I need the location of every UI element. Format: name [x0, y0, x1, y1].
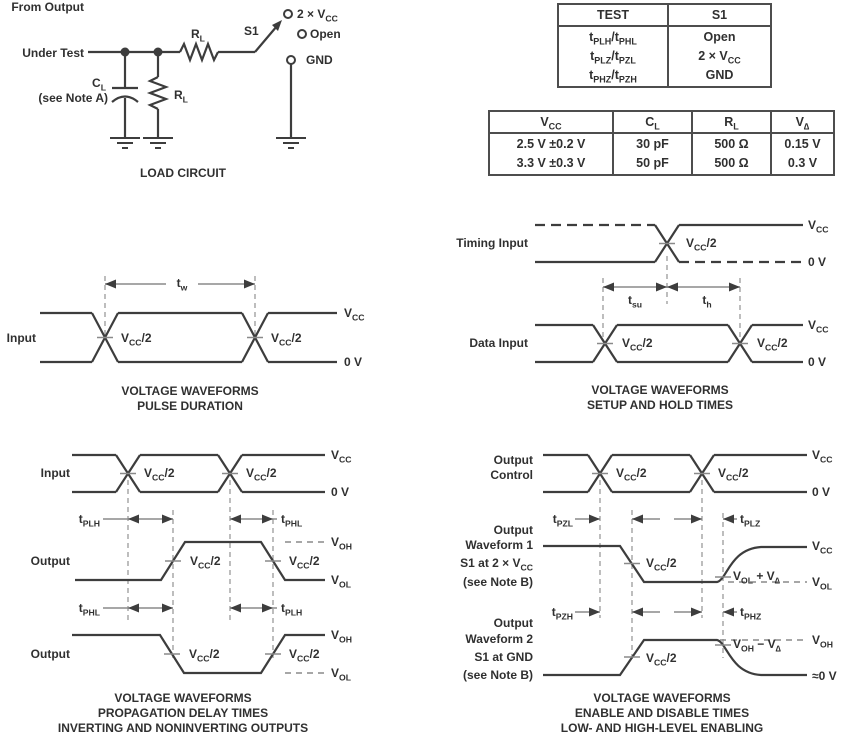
rail-vol-label: $V_{OL}$	[812, 575, 832, 592]
rail-voh-label: $V_{OH}$	[331, 628, 352, 645]
tphl-label: $t_{PHL}$	[281, 512, 303, 529]
param-cell: 3.3 V ±0.3 V	[516, 156, 586, 170]
tphz-label: $t_{PHZ}$	[740, 605, 762, 622]
rail-0v-label: 0 V	[808, 255, 827, 269]
param-cell: 50 pF	[636, 156, 669, 170]
test-cell: $t_{PLZ}/t_{PZL}$	[590, 49, 636, 66]
output-control-waveform-line	[543, 455, 807, 492]
waveform2-label-line1: Output	[493, 616, 533, 630]
input-signal-label: Input	[40, 466, 70, 480]
arrowheads-row1	[589, 515, 734, 524]
rail-voh-label: $V_{OH}$	[331, 535, 352, 552]
enable-disable-figure	[430, 430, 844, 739]
caption-line: INVERTING AND NONINVERTING OUTPUTS	[57, 721, 309, 735]
param-col-vdelta	[771, 133, 834, 175]
rail-0v-label: 0 V	[808, 355, 827, 369]
tphl-label: $t_{PHL}$	[78, 601, 100, 618]
series-resistor-symbol	[180, 44, 218, 60]
rail-vol-label: $V_{OL}$	[331, 666, 351, 683]
tplz-label: $t_{PLZ}$	[740, 512, 761, 529]
tplh-label: $t_{PLH}$	[78, 512, 100, 529]
vcc2-label: $V_{CC}/2$	[289, 554, 320, 571]
waveform1-label-line4: (see Note B)	[462, 575, 533, 589]
rail-vcc-label: $V_{CC}$	[344, 306, 365, 323]
switch-pos-open-label: Open	[310, 27, 341, 41]
rail-vcc-label: $V_{CC}$	[808, 318, 829, 335]
test-cell: $t_{PHZ}/t_{PZH}$	[589, 68, 637, 85]
circuit-wires	[88, 26, 291, 138]
vol-plus-vdelta-label: $V_{OL} + V_\Delta$	[733, 569, 780, 586]
test-table-header-s1: S1	[668, 4, 771, 26]
param-cell: 500 Ω	[714, 137, 749, 151]
vcc2-label: $V_{CC}/2$	[246, 466, 277, 483]
param-cell: 30 pF	[636, 137, 669, 151]
pulse-duration-figure	[0, 270, 430, 420]
load-circuit-figure	[0, 0, 440, 195]
rail-vcc-label: $V_{CC}$	[808, 218, 829, 235]
table-row	[558, 26, 771, 87]
cl-label: $C_L$	[92, 76, 106, 93]
vcc2-label: $V_{CC}/2$	[289, 647, 320, 664]
from-output-label-line2: Under Test	[22, 46, 84, 60]
param-cell: 500 Ω	[714, 156, 749, 170]
switch-pos-gnd-label: GND	[306, 53, 333, 67]
caption-line: LOW- AND HIGH-LEVEL ENABLING	[560, 721, 764, 735]
tsu-label: $t_{su}$	[627, 293, 643, 310]
tplh-label: $t_{PLH}$	[281, 601, 303, 618]
rail-0v-label: 0 V	[331, 485, 350, 499]
param-col-cl	[613, 133, 692, 175]
caption-line: PULSE DURATION	[137, 399, 243, 413]
rail-vcc-label: $V_{CC}$	[812, 448, 833, 465]
rail-vcc-label: $V_{CC}$	[331, 448, 352, 465]
param-header-vdelta: $V_\Delta$	[771, 111, 834, 133]
switch-pos-open	[298, 30, 306, 38]
rail-0v-label: ≈0 V	[812, 669, 837, 683]
output-control-label-line2: Control	[490, 468, 533, 482]
s1-cell: GND	[705, 68, 734, 82]
param-cell: 2.5 V ±0.2 V	[516, 137, 586, 151]
param-header-rl: $R_L$	[692, 111, 771, 133]
caption-line: ENABLE AND DISABLE TIMES	[574, 706, 750, 720]
waveform2-label-line4: (see Note B)	[462, 668, 533, 682]
vcc2-label: $V_{CC}/2$	[616, 466, 647, 483]
setup-hold-figure	[430, 200, 844, 415]
rl-series-label: $R_L$	[191, 27, 205, 44]
waveform2-label-line2: Waveform 2	[465, 632, 533, 646]
caption-line: VOLTAGE WAVEFORMS	[591, 383, 729, 397]
test-table-header-test: TEST	[558, 4, 668, 26]
param-header-vcc: $V_{CC}$	[489, 111, 613, 133]
rail-vcc-label: $V_{CC}$	[812, 539, 833, 556]
param-col-vcc	[489, 133, 613, 175]
output-control-label-line1: Output	[493, 453, 533, 467]
from-output-label-line1: From Output	[11, 0, 84, 14]
vcc2-label: $V_{CC}/2$	[622, 336, 653, 353]
cl-note-label: (see Note A)	[38, 91, 108, 105]
setup-hold-caption	[510, 383, 810, 413]
vcc2-label: $V_{CC}/2$	[646, 651, 677, 668]
param-cell: 0.15 V	[784, 137, 821, 151]
waveform1-label-line3: S1 at $2 \times V_{CC}$	[460, 556, 533, 573]
vcc2-label: $V_{CC}/2$	[686, 236, 717, 253]
rl-shunt-label: $R_L$	[174, 88, 188, 105]
caption-line: VOLTAGE WAVEFORMS	[121, 384, 259, 398]
switch-pos-2vcc-label: $2 \times V_{CC}$	[297, 7, 338, 24]
ground-symbols	[110, 138, 306, 148]
waveform2-label-line3: S1 at GND	[474, 650, 533, 664]
test-s1-table	[557, 3, 772, 88]
arrowheads-row2	[589, 608, 734, 617]
shunt-resistor-symbol	[150, 77, 166, 109]
vcc2-label: $V_{CC}/2$	[718, 466, 749, 483]
pulse-caption	[40, 384, 340, 414]
test-table-col-test	[558, 26, 668, 87]
caption-line: PROPAGATION DELAY TIMES	[97, 706, 269, 720]
s1-label: S1	[244, 24, 259, 38]
rail-vol-label: $V_{OL}$	[331, 573, 351, 590]
enable-disable-caption	[492, 691, 832, 736]
input-waveform-line	[72, 455, 325, 492]
caption-line: SETUP AND HOLD TIMES	[586, 398, 733, 412]
timing-input-label: Timing Input	[456, 236, 528, 250]
output1-signal-label: Output	[30, 554, 70, 568]
caption-line: VOLTAGE WAVEFORMS	[593, 691, 731, 705]
th-label: $t_h$	[702, 293, 712, 310]
vcc2-label: $V_{CC}/2$	[646, 556, 677, 573]
test-cell: $t_{PLH}/t_{PHL}$	[589, 30, 637, 47]
vcc2-label: $V_{CC}/2$	[757, 336, 788, 353]
vcc2-label: $V_{CC}/2$	[144, 466, 175, 483]
vcc2-label: $V_{CC}/2$	[271, 331, 302, 348]
load-circuit-caption: LOAD CIRCUIT	[140, 166, 226, 180]
vcc2-label: $V_{CC}/2$	[189, 647, 220, 664]
vcc2-label: $V_{CC}/2$	[121, 331, 152, 348]
param-cell: 0.3 V	[787, 156, 818, 170]
caption-line: VOLTAGE WAVEFORMS	[114, 691, 252, 705]
tw-label: $t_w$	[176, 276, 188, 293]
parameter-table	[488, 110, 835, 176]
switch-pos-2vcc	[284, 10, 292, 18]
waveform1-label-line1: Output	[493, 523, 533, 537]
rail-voh-label: $V_{OH}$	[812, 633, 833, 650]
rail-0v-label: 0 V	[344, 355, 363, 369]
table-row	[489, 133, 834, 175]
param-col-rl	[692, 133, 771, 175]
switch-pos-gnd	[287, 56, 295, 64]
param-header-cl: $C_L$	[613, 111, 692, 133]
s1-cell: Open	[703, 30, 736, 44]
rail-0v-label: 0 V	[812, 485, 831, 499]
vcc2-label: $V_{CC}/2$	[190, 554, 221, 571]
output2-signal-label: Output	[30, 647, 70, 661]
tpzl-label: $t_{PZL}$	[552, 512, 573, 529]
s1-cell: $2 \times V_{CC}$	[698, 49, 741, 66]
propagation-delay-figure	[0, 430, 430, 739]
input-signal-label: Input	[6, 331, 36, 345]
propagation-delay-caption	[33, 691, 333, 736]
test-table-col-s1	[668, 26, 771, 87]
waveform1-label-line2: Waveform 1	[465, 538, 533, 552]
tpzh-label: $t_{PZH}$	[551, 605, 573, 622]
voh-minus-vdelta-label: $V_{OH} - V_\Delta$	[733, 637, 781, 654]
data-input-label: Data Input	[469, 336, 528, 350]
